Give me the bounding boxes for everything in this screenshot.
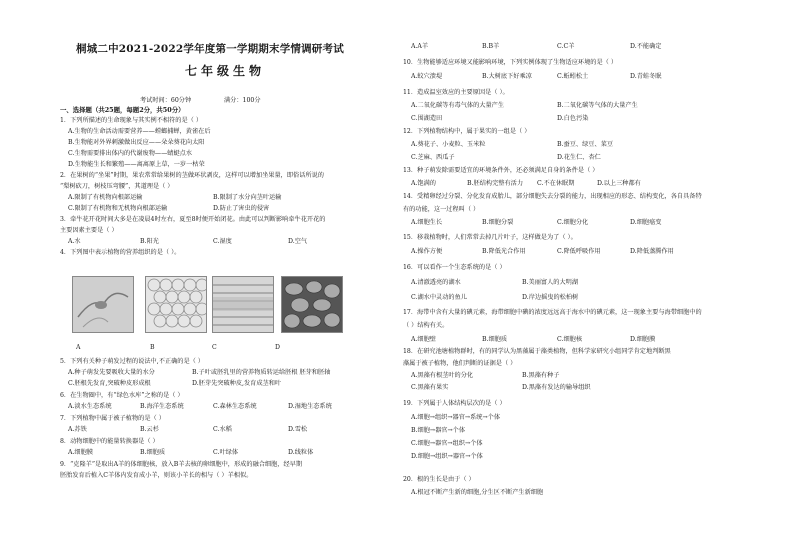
question-line: 10．生物能够适应环境又能影响环境，下列实例体现了生物适应环境的是（ ） [403, 59, 618, 66]
option-line: A.根冠不断产生新的细胞,分生区不断产生新细胞 [411, 489, 544, 496]
option-line: D.花生仁、杏仁 [557, 154, 601, 161]
question-line: 胚胎发育后植入C羊体内发育成小羊，则该小羊长的相与（ ）羊相似。 [60, 472, 253, 479]
question-line: 5．下列有关种子萌发过程的说法中,不正确的是（ ） [60, 358, 204, 365]
option-line: B.阳光 [140, 238, 159, 245]
option-line: C.湿度 [213, 238, 232, 245]
question-line: 11．造成温室效应的主要原因是（ ）。 [403, 89, 509, 96]
question-line: 15．移栽植物时，人们常常去掉几片叶子，这样做是为了（ ）。 [403, 234, 577, 241]
option-line: C.森林生态系统 [213, 403, 257, 410]
option-line: C.黑藻有果实 [411, 384, 449, 391]
question-line: 19．下列属于人体结构层次的是（ ） [403, 400, 506, 407]
option-line: C.蚯蚓松土 [557, 73, 589, 80]
option-line: C.生物需要排出体内的代谢废物——蜻蜓点水 [68, 150, 193, 157]
figure-label-b: B [150, 344, 155, 351]
option-line: B.蚕豆、绿豆、菜豆 [557, 141, 614, 148]
option-line: A.饱满的 [411, 180, 436, 187]
option-line: D.细胞→组织→器官→个体 [411, 453, 483, 460]
figure-label-c: C [212, 344, 217, 351]
option-line: A.清澈透亮的湖水 [411, 279, 461, 286]
question-line: 4．下列图中表示植物的营养组织的是（ ）。 [60, 249, 181, 256]
figure-label-a: A [76, 344, 81, 351]
question-line: 17．海带中含有大量的碘元素，海带细胞中碘的浓度远远高于海水中的碘元素，这一现象主要与海带细胞中的 [403, 309, 702, 316]
option-line: A.葵花子、小麦粒、玉米粒 [411, 141, 486, 148]
option-line: C.限制了有机物和无机物向根部运输 [68, 205, 168, 212]
option-line: D.青蛙冬眠 [630, 73, 662, 80]
option-line: A.A羊 [411, 43, 429, 50]
option-line: B.大树底下好乘凉 [482, 73, 532, 80]
option-line: D.降低蒸腾作用 [630, 248, 674, 255]
question-line: 8．动物细胞中的能量转换器是（ ） [60, 438, 159, 445]
question-line: 1．下列所描述的生命现象与其实例不相符的是（ ） [60, 117, 203, 124]
option-line: B.细胞质 [482, 336, 508, 343]
option-line: A.细胞壁 [411, 336, 436, 343]
figure-image-b [145, 276, 207, 333]
option-line: D.线粒体 [288, 449, 314, 456]
option-line: C.围湖造田 [411, 115, 443, 122]
option-line: D.细胞癌变 [630, 219, 662, 226]
figure-image-d [281, 276, 343, 333]
question-line: 9．“克隆羊”是取出A羊的体细胞核，放入B羊去核的卵细胞中，形成的融合细胞，经早期 [60, 461, 303, 468]
option-line: A.黑藻有根茎叶的分化 [411, 372, 474, 379]
option-line: B.美丽富人的大明湖 [522, 279, 579, 286]
option-line: A.细胞→组织→器官→系统→个体 [411, 414, 501, 421]
option-line: B.海洋生态系统 [140, 403, 184, 410]
option-line: C.叶绿体 [213, 449, 239, 456]
option-line: D.空气 [288, 238, 308, 245]
option-line: A.操作方便 [411, 248, 443, 255]
figure-image-c [212, 276, 274, 333]
option-line: D.以上三种都有 [597, 180, 641, 187]
option-line: C.细胞→器官→组织→个体 [411, 440, 483, 447]
option-line: B.黑藻有种子 [522, 372, 560, 379]
option-line: B.胚结构完整有活力 [467, 180, 524, 187]
option-line: A.细胞生长 [411, 219, 443, 226]
option-line: C.细胞分化 [557, 219, 589, 226]
option-line: A.苏铁 [68, 426, 87, 433]
figure-label-d: D [275, 344, 280, 351]
exam-subtitle: 七年级生物 [185, 64, 266, 78]
question-line: 主要因素主要是（ ） [60, 227, 118, 234]
option-line: D.黑藻有发达的输导组织 [522, 384, 591, 391]
option-line: B.云杉 [140, 426, 159, 433]
option-line: D.湿地生态系统 [288, 403, 332, 410]
section-heading: 一、选择题（共25题，每题2分，共50分） [60, 106, 185, 114]
option-line: A.淡水生态系统 [68, 403, 112, 410]
option-line: C.湖水中灵动的鱼儿 [411, 294, 467, 301]
option-line: D.胚芽先突破种皮,发育成茎和叶 [192, 380, 282, 387]
option-line: A.限制了有机物向根部运输 [68, 194, 143, 201]
option-line: D.生物能生长和繁殖——离离原上草，一岁一枯荣 [68, 161, 205, 168]
option-line: D.雪松 [288, 426, 308, 433]
option-line: C.细胞核 [557, 336, 583, 343]
question-line: 3．牵牛花开花时间大多是在凌晨4时左右，夏至8时便开始闭花。由此可以判断影响牵牛花开花的 [60, 216, 326, 223]
option-line: A.生物的生命活动需要营养——螳螂捕蝉，黄雀在后 [68, 128, 211, 135]
option-line: C.C羊 [557, 43, 575, 50]
option-line: B.子叶或胚乳里的营养物质转运给胚根 胚芽和胚轴 [192, 369, 331, 376]
option-line: B.限制了水分向茎叶运输 [213, 194, 282, 201]
question-line: 18．在研究池塘植物群时，有的同学认为黑藻属于藻类植物，但科学家研究小组同学肯定地判断黑 [403, 348, 671, 355]
option-line: A.细胞膜 [68, 449, 93, 456]
option-line: D.岸边摇曳的松柏树 [522, 294, 579, 301]
exam-score: 满分：100分 [224, 97, 261, 104]
option-line: A.水 [68, 238, 81, 245]
question-line: 2．在果树的“坐果”时期，果农常常给果树的茎做环状剥皮，这样可以增加坐果量，即俗话所说的 [60, 172, 324, 179]
option-line: C.芝麻、西瓜子 [411, 154, 455, 161]
option-line: B.降低光合作用 [482, 248, 526, 255]
option-line: D.防止了害虫的侵害 [213, 205, 270, 212]
question-line: 13．种子萌发除需要适宜的环境条件外，还必须满足自身的条件是（ ） [403, 167, 599, 174]
question-line: 7．下列植物中属于被子植物的是（ ） [60, 415, 165, 422]
option-line: B.细胞→器官→个体 [411, 427, 466, 434]
question-line: 藻属于被子植物，他们判断的证据是（ ） [403, 360, 517, 367]
option-line: A.种子萌发先要吸收大量的水分 [68, 369, 155, 376]
option-line: C.胚根先发育,突破种皮形成根 [68, 380, 151, 387]
figure-image-a [72, 276, 134, 333]
question-line: 有的功能，这一过程叫（ ） [403, 206, 480, 213]
question-line: 14．受精卵经过分裂、分化发育成胎儿，部分细胞失去分裂的能力，出现相应的形态、结构变化，各自具备特 [403, 193, 702, 200]
question-line: “梨树砍刀，树枝压弯腰”，其道理是（ ） [60, 183, 174, 190]
question-line: 12．下列植物结构中，属于果实的一组是（ ） [403, 128, 531, 135]
option-line: C.降低呼吸作用 [557, 248, 601, 255]
option-line: B.B羊 [482, 43, 500, 50]
option-line: C.不在休眠期 [537, 180, 575, 187]
option-line: B.生物能对外界刺激做出反应——朵朵葵花向太阳 [68, 139, 205, 146]
option-line: B.细胞分裂 [482, 219, 514, 226]
option-line: D.白色污染 [557, 115, 589, 122]
option-line: D.细胞膜 [630, 336, 656, 343]
option-line: A.二氧化碳等有毒气体的大量产生 [411, 102, 505, 109]
option-line: B.二氧化碳等气体的大量产生 [557, 102, 638, 109]
option-line: C.水稻 [213, 426, 232, 433]
option-line: A.蚊穴溃堤 [411, 73, 443, 80]
exam-title: 桐城二中2021-2022学年度第一学期期末学情调研考试 [76, 43, 344, 55]
question-line: （ ）结构有关。 [403, 322, 449, 329]
exam-time: 考试时间：60分钟 [140, 97, 192, 104]
option-line: D.不能确定 [630, 43, 662, 50]
option-line: B.细胞质 [140, 449, 166, 456]
question-line: 16．可以看作一个生态系统的是（ ） [403, 264, 506, 271]
question-line: 6．在生物圈中，有“绿色水库”之称的是（ ） [60, 392, 184, 399]
question-line: 20．根的生长是由于（ ） [403, 476, 475, 483]
